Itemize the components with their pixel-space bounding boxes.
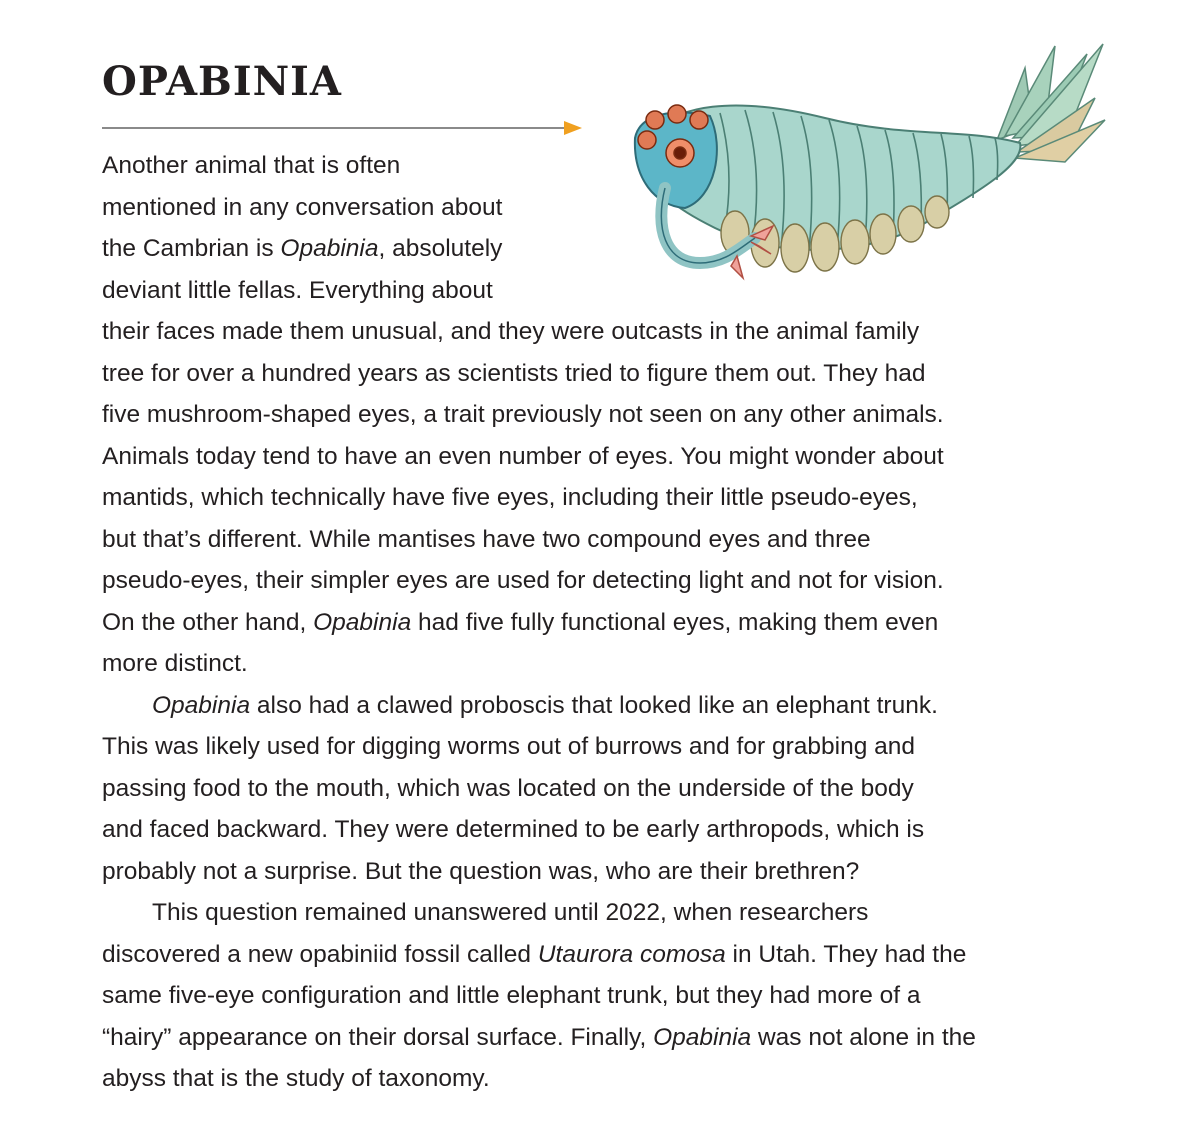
italic-term: Opabinia xyxy=(313,608,412,636)
text-line xyxy=(102,934,1112,976)
text-line xyxy=(102,1058,1112,1100)
text-segment: more distinct. xyxy=(102,650,248,677)
paragraph-2 xyxy=(102,685,1112,893)
text-segment: deviant little fellas. Everything about xyxy=(102,276,493,304)
text-line xyxy=(102,643,1112,685)
text-line xyxy=(102,726,1112,768)
text-line xyxy=(102,892,1112,934)
text-line xyxy=(102,1017,1112,1059)
text-line xyxy=(102,353,1112,395)
text-line xyxy=(102,228,1112,270)
text-segment: five mushroom-shaped eyes, a trait previously not seen on any other animals. xyxy=(102,401,944,428)
text-line xyxy=(102,809,1112,851)
text-segment: but that’s different. While mantises have two compound eyes and three xyxy=(102,525,871,553)
text-segment: was not alone in the xyxy=(751,1023,976,1051)
text-line xyxy=(102,685,1112,727)
text-segment: probably not a surprise. But the question was, who are their brethren? xyxy=(102,857,860,885)
italic-term: Opabinia xyxy=(653,1023,752,1051)
text-line xyxy=(102,477,1112,519)
title-arrow-rule xyxy=(102,120,588,136)
text-line xyxy=(102,975,1112,1017)
text-segment: the Cambrian is xyxy=(102,235,281,262)
paragraph-1 xyxy=(102,145,1112,685)
text-segment: pseudo-eyes, their simpler eyes are used for detecting light and not for vision. xyxy=(102,567,944,594)
text-line xyxy=(102,436,1112,478)
text-segment: discovered a new opabiniid fossil called xyxy=(102,940,538,968)
arrow-head-icon xyxy=(564,121,582,135)
text-line xyxy=(102,187,1112,229)
text-line xyxy=(102,560,1112,602)
text-line xyxy=(102,394,1112,436)
italic-term: Utaurora comosa xyxy=(537,940,726,968)
text-segment: This question remained unanswered until 2022, when researchers xyxy=(152,899,869,926)
text-line xyxy=(102,602,1112,644)
text-line xyxy=(102,519,1112,561)
text-line xyxy=(102,270,1112,312)
text-segment: Another animal that is often xyxy=(102,152,401,179)
text-segment: abyss that is the study of taxonomy. xyxy=(102,1065,490,1092)
text-segment: Animals today tend to have an even number of eyes. You might wonder about xyxy=(102,442,944,470)
text-segment: had five fully functional eyes, making them even xyxy=(411,608,939,636)
text-segment: This was likely used for digging worms out of burrows and for grabbing and xyxy=(102,733,915,760)
article-body xyxy=(102,145,1112,1100)
text-line xyxy=(102,768,1112,810)
text-segment: also had a clawed proboscis that looked like an elephant trunk. xyxy=(250,691,938,719)
text-line xyxy=(102,145,1112,187)
text-segment: , absolutely xyxy=(378,235,503,262)
paragraph-3 xyxy=(102,892,1112,1100)
text-segment: “hairy” appearance on their dorsal surface. Finally, xyxy=(102,1023,654,1051)
page-title: OPABINIA xyxy=(102,58,342,105)
text-segment: mantids, which technically have five eyes, including their little pseudo-eyes, xyxy=(102,484,918,511)
text-segment: mentioned in any conversation about xyxy=(102,193,503,221)
italic-term: Opabinia xyxy=(152,691,251,719)
text-segment: same five-eye configuration and little elephant trunk, but they had more of a xyxy=(102,982,921,1009)
text-line xyxy=(102,851,1112,893)
text-segment: passing food to the mouth, which was located on the underside of the body xyxy=(102,774,914,802)
text-segment: in Utah. They had the xyxy=(725,940,967,968)
text-segment: On the other hand, xyxy=(102,608,314,636)
text-segment: their faces made them unusual, and they were outcasts in the animal family xyxy=(102,318,920,345)
text-line xyxy=(102,311,1112,353)
text-segment: and faced backward. They were determined to be early arthropods, which is xyxy=(102,816,925,843)
text-segment: tree for over a hundred years as scientists tried to figure them out. They had xyxy=(102,359,926,387)
italic-term: Opabinia xyxy=(280,235,379,262)
